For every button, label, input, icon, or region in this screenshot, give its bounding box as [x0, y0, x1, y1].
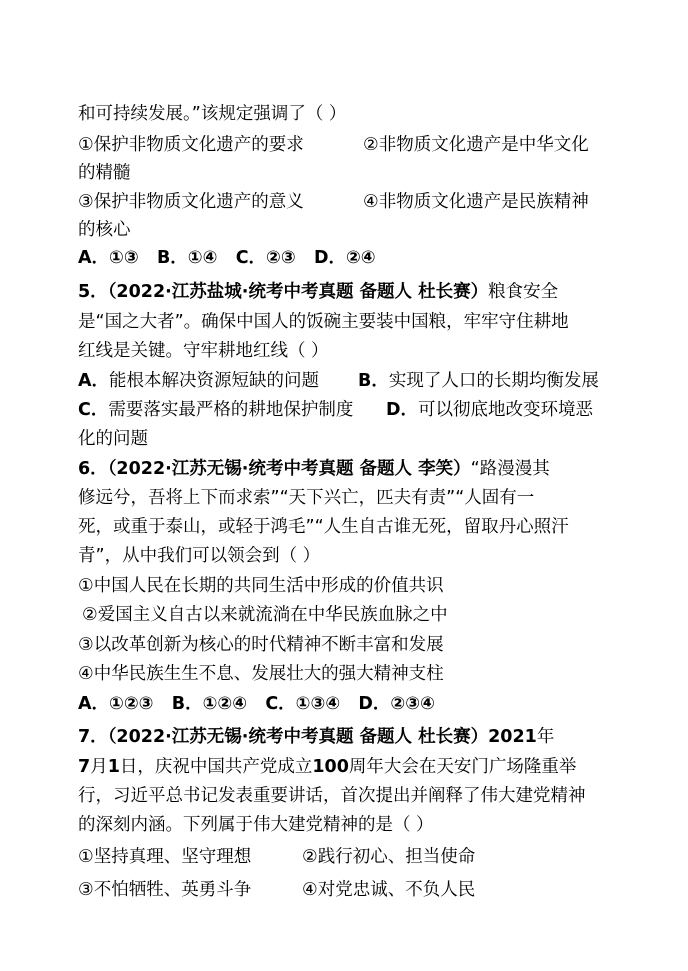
q5-stem-line1	[78, 280, 558, 304]
q4-option-4: ④非物质文化遗产是民族精神	[363, 192, 589, 212]
q7-stem-line1	[78, 725, 554, 749]
q4-option-1: ①保护非物质文化遗产的要求	[78, 135, 304, 155]
q5-option-d-cont: 化的问题	[78, 429, 148, 449]
q6-answer-choices: A．①②③ B．①②④ C．①③④ D．②③④	[78, 694, 435, 714]
q7-options-row2	[78, 878, 476, 902]
q5-option-c-label: C．	[78, 400, 109, 420]
q5-source: （2022·江苏盐城·统考中考真题 备题人 杜长赛）	[107, 282, 489, 302]
q7-source: （2022·江苏无锡·统考中考真题 备题人 杜长赛）	[107, 727, 489, 747]
q4-option-3: ③保护非物质文化遗产的意义	[78, 192, 304, 212]
q4-option-4-cont: 的核心	[78, 220, 131, 240]
q5-option-a: 能根本解决资源短缺的问题	[109, 371, 320, 391]
q5-stem-line3: 红线是关键。守牢耕地红线（ ）	[78, 341, 329, 361]
q5-number: 5．	[78, 282, 108, 302]
q4-option-2-cont: 的精髓	[78, 163, 131, 183]
q6-stem-line3: 死，或重于泰山，或轻于鸿毛”“人生自古谁无死，留取丹心照汗	[78, 517, 569, 537]
q5-option-d-wrap	[386, 398, 593, 422]
q7-stem-b-mid2: 日，庆祝中国共产党成立	[119, 757, 313, 777]
q7-month: 7	[78, 757, 91, 777]
q7-number: 7．	[78, 727, 108, 747]
q6-option-2: ②爱国主义自古以来就流淌在中华民族血脉之中	[82, 605, 448, 625]
q7-anniversary: 100	[312, 757, 349, 777]
q7-option-1: ①坚持真理、坚守理想	[78, 847, 252, 867]
q7-stem-a-tail: 年	[536, 727, 555, 747]
q5-option-b: 实现了人口的长期均衡发展	[388, 371, 599, 391]
q6-option-3: ③以改革创新为核心的时代精神不断丰富和发展	[78, 635, 444, 655]
q5-stem-a: 粮食安全	[488, 282, 559, 302]
q7-year: 2021	[488, 727, 537, 747]
q7-stem-b-mid1: 月	[90, 757, 108, 777]
q7-option-3: ③不怕牺牲、英勇斗争	[78, 880, 252, 900]
q5-option-c: 需要落实最严格的耕地保护制度	[108, 400, 354, 420]
q6-stem-line1	[78, 457, 550, 481]
q6-option-4: ④中华民族生生不息、发展壮大的强大精神支柱	[78, 664, 444, 684]
q7-options-row1	[78, 845, 476, 869]
q6-stem-a: “路漫漫其	[470, 459, 550, 479]
q5-options-row1	[78, 369, 599, 393]
q7-day: 1	[107, 757, 120, 777]
q4-stem-tail: 和可持续发展。”该规定强调了（ ）	[78, 104, 347, 124]
q7-stem-line2	[78, 755, 576, 779]
q6-number: 6．	[78, 459, 108, 479]
q6-stem-line4: 青”，从中我们可以领会到（ ）	[78, 546, 321, 566]
q7-stem-line4: 的深刻内涵。下列属于伟大建党精神的是（ ）	[78, 815, 434, 835]
q7-option-4: ④对党忠诚、不负人民	[302, 880, 476, 900]
q7-stem-b-tail: 周年大会在天安门广场隆重举	[348, 757, 577, 777]
q6-stem-line2: 修远兮，吾将上下而求索”“天下兴亡，匹夫有责”“人固有一	[78, 488, 535, 508]
q5-stem-line2: 是“国之大者”。确保中国人的饭碗主要装中国粮，牢牢守住耕地	[78, 312, 569, 332]
q4-answer-choices: A．①③ B．①④ C．②③ D．②④	[78, 248, 376, 268]
q5-option-d: 可以彻底地改变环境恶	[418, 400, 594, 420]
q5-options-row2	[78, 398, 594, 422]
q6-option-1: ①中国人民在长期的共同生活中形成的价值共识	[78, 576, 444, 596]
q5-option-a-label: A．	[78, 371, 110, 391]
q4-options-row2	[78, 190, 589, 214]
q4-options-row1	[78, 133, 589, 157]
q5-option-b-label: B．	[358, 371, 389, 391]
q4-option-2: ②非物质文化遗产是中华文化	[363, 135, 589, 155]
q5-option-b-wrap	[358, 369, 599, 393]
q7-option-2: ②践行初心、担当使命	[302, 847, 476, 867]
q5-option-d-label: D．	[386, 400, 419, 420]
q6-source: （2022·江苏无锡·统考中考真题 备题人 李笑）	[107, 459, 471, 479]
q7-stem-line3: 行，习近平总书记发表重要讲话，首次提出并阐释了伟大建党精神	[78, 786, 586, 806]
